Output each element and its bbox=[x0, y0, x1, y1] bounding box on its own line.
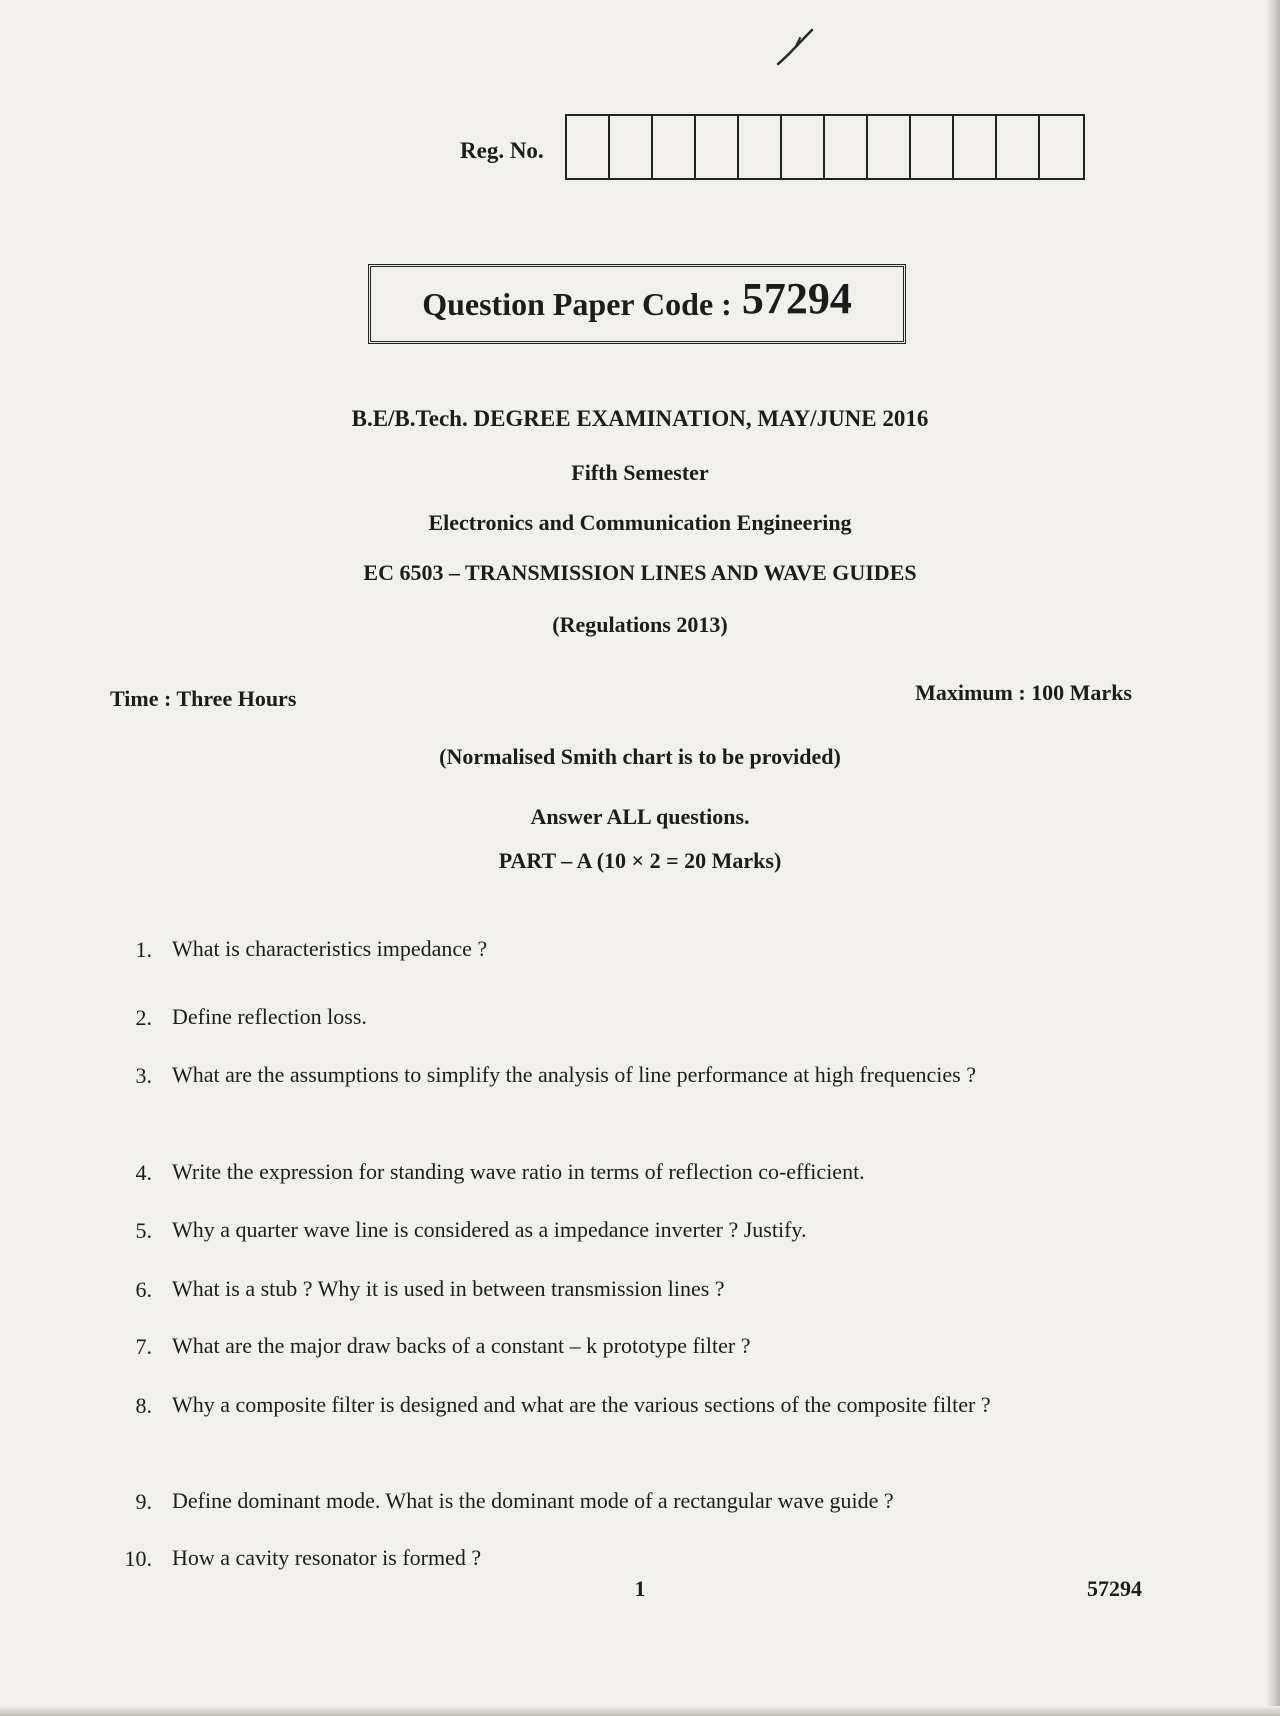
reg-no-box[interactable] bbox=[1040, 116, 1083, 178]
footer-code: 57294 bbox=[1087, 1576, 1142, 1601]
question-number: 8. bbox=[135, 1393, 152, 1418]
question-paper-code-label: Question Paper Code : bbox=[422, 285, 732, 322]
reg-no-box[interactable] bbox=[610, 116, 653, 178]
question-text: What are the major draw backs of a constant – k prototype filter ? bbox=[172, 1333, 751, 1358]
smith-chart-note: (Normalised Smith chart is to be provided) bbox=[439, 744, 841, 769]
question-paper-code-value: 57294 bbox=[741, 273, 852, 323]
question-text: Write the expression for standing wave ratio in terms of reflection co-efficient. bbox=[172, 1159, 865, 1184]
question-text: What is a stub ? Why it is used in between transmission lines ? bbox=[172, 1276, 725, 1301]
question-text: Why a quarter wave line is considered as a impedance inverter ? Justify. bbox=[172, 1217, 807, 1242]
degree-line: B.E/B.Tech. DEGREE EXAMINATION, MAY/JUNE 2016 bbox=[351, 406, 929, 431]
page-number: 1 bbox=[634, 1576, 646, 1601]
reg-no-box[interactable] bbox=[868, 116, 911, 178]
question-text: What is characteristics impedance ? bbox=[172, 936, 488, 961]
question-number: 7. bbox=[135, 1334, 152, 1359]
question-number: 4. bbox=[135, 1160, 152, 1185]
reg-no-boxes[interactable] bbox=[565, 114, 1085, 180]
course-title: EC 6503 – TRANSMISSION LINES AND WAVE GUIDES bbox=[363, 560, 917, 585]
semester: Fifth Semester bbox=[571, 460, 709, 485]
reg-no-box[interactable] bbox=[782, 116, 825, 178]
reg-no-box[interactable] bbox=[567, 116, 610, 178]
reg-no-box[interactable] bbox=[739, 116, 782, 178]
question-number: 9. bbox=[135, 1489, 152, 1514]
page-bottom-shadow bbox=[0, 1706, 1280, 1716]
question-number: 3. bbox=[135, 1063, 152, 1088]
question-number: 6. bbox=[135, 1277, 152, 1302]
department: Electronics and Communication Engineering bbox=[428, 510, 852, 535]
pen-tick-mark bbox=[770, 26, 820, 72]
question-number: 2. bbox=[135, 1005, 152, 1030]
question-number: 5. bbox=[135, 1218, 152, 1243]
reg-no-box[interactable] bbox=[825, 116, 868, 178]
question-text: Define reflection loss. bbox=[172, 1004, 367, 1029]
reg-no-label: Reg. No. bbox=[460, 138, 544, 163]
instruction: Answer ALL questions. bbox=[530, 804, 750, 829]
part-heading: PART – A (10 × 2 = 20 Marks) bbox=[498, 848, 782, 873]
question-text: Why a composite filter is designed and what are the various sections of the composite filter ? bbox=[172, 1392, 991, 1417]
maximum-marks: Maximum : 100 Marks bbox=[915, 680, 1132, 705]
reg-no-box[interactable] bbox=[954, 116, 997, 178]
reg-no-box[interactable] bbox=[696, 116, 739, 178]
reg-no-box[interactable] bbox=[653, 116, 696, 178]
question-text: What are the assumptions to simplify the analysis of line performance at high frequencies ? bbox=[172, 1062, 976, 1087]
question-text: Define dominant mode. What is the dominant mode of a rectangular wave guide ? bbox=[172, 1488, 894, 1513]
question-text: How a cavity resonator is formed ? bbox=[172, 1545, 482, 1570]
question-number: 10. bbox=[124, 1546, 152, 1571]
time-allowed: Time : Three Hours bbox=[110, 686, 297, 711]
reg-no-box[interactable] bbox=[997, 116, 1040, 178]
question-number: 1. bbox=[135, 937, 152, 962]
question-paper-code-box bbox=[368, 264, 906, 344]
regulations: (Regulations 2013) bbox=[552, 612, 728, 637]
reg-no-box[interactable] bbox=[911, 116, 954, 178]
